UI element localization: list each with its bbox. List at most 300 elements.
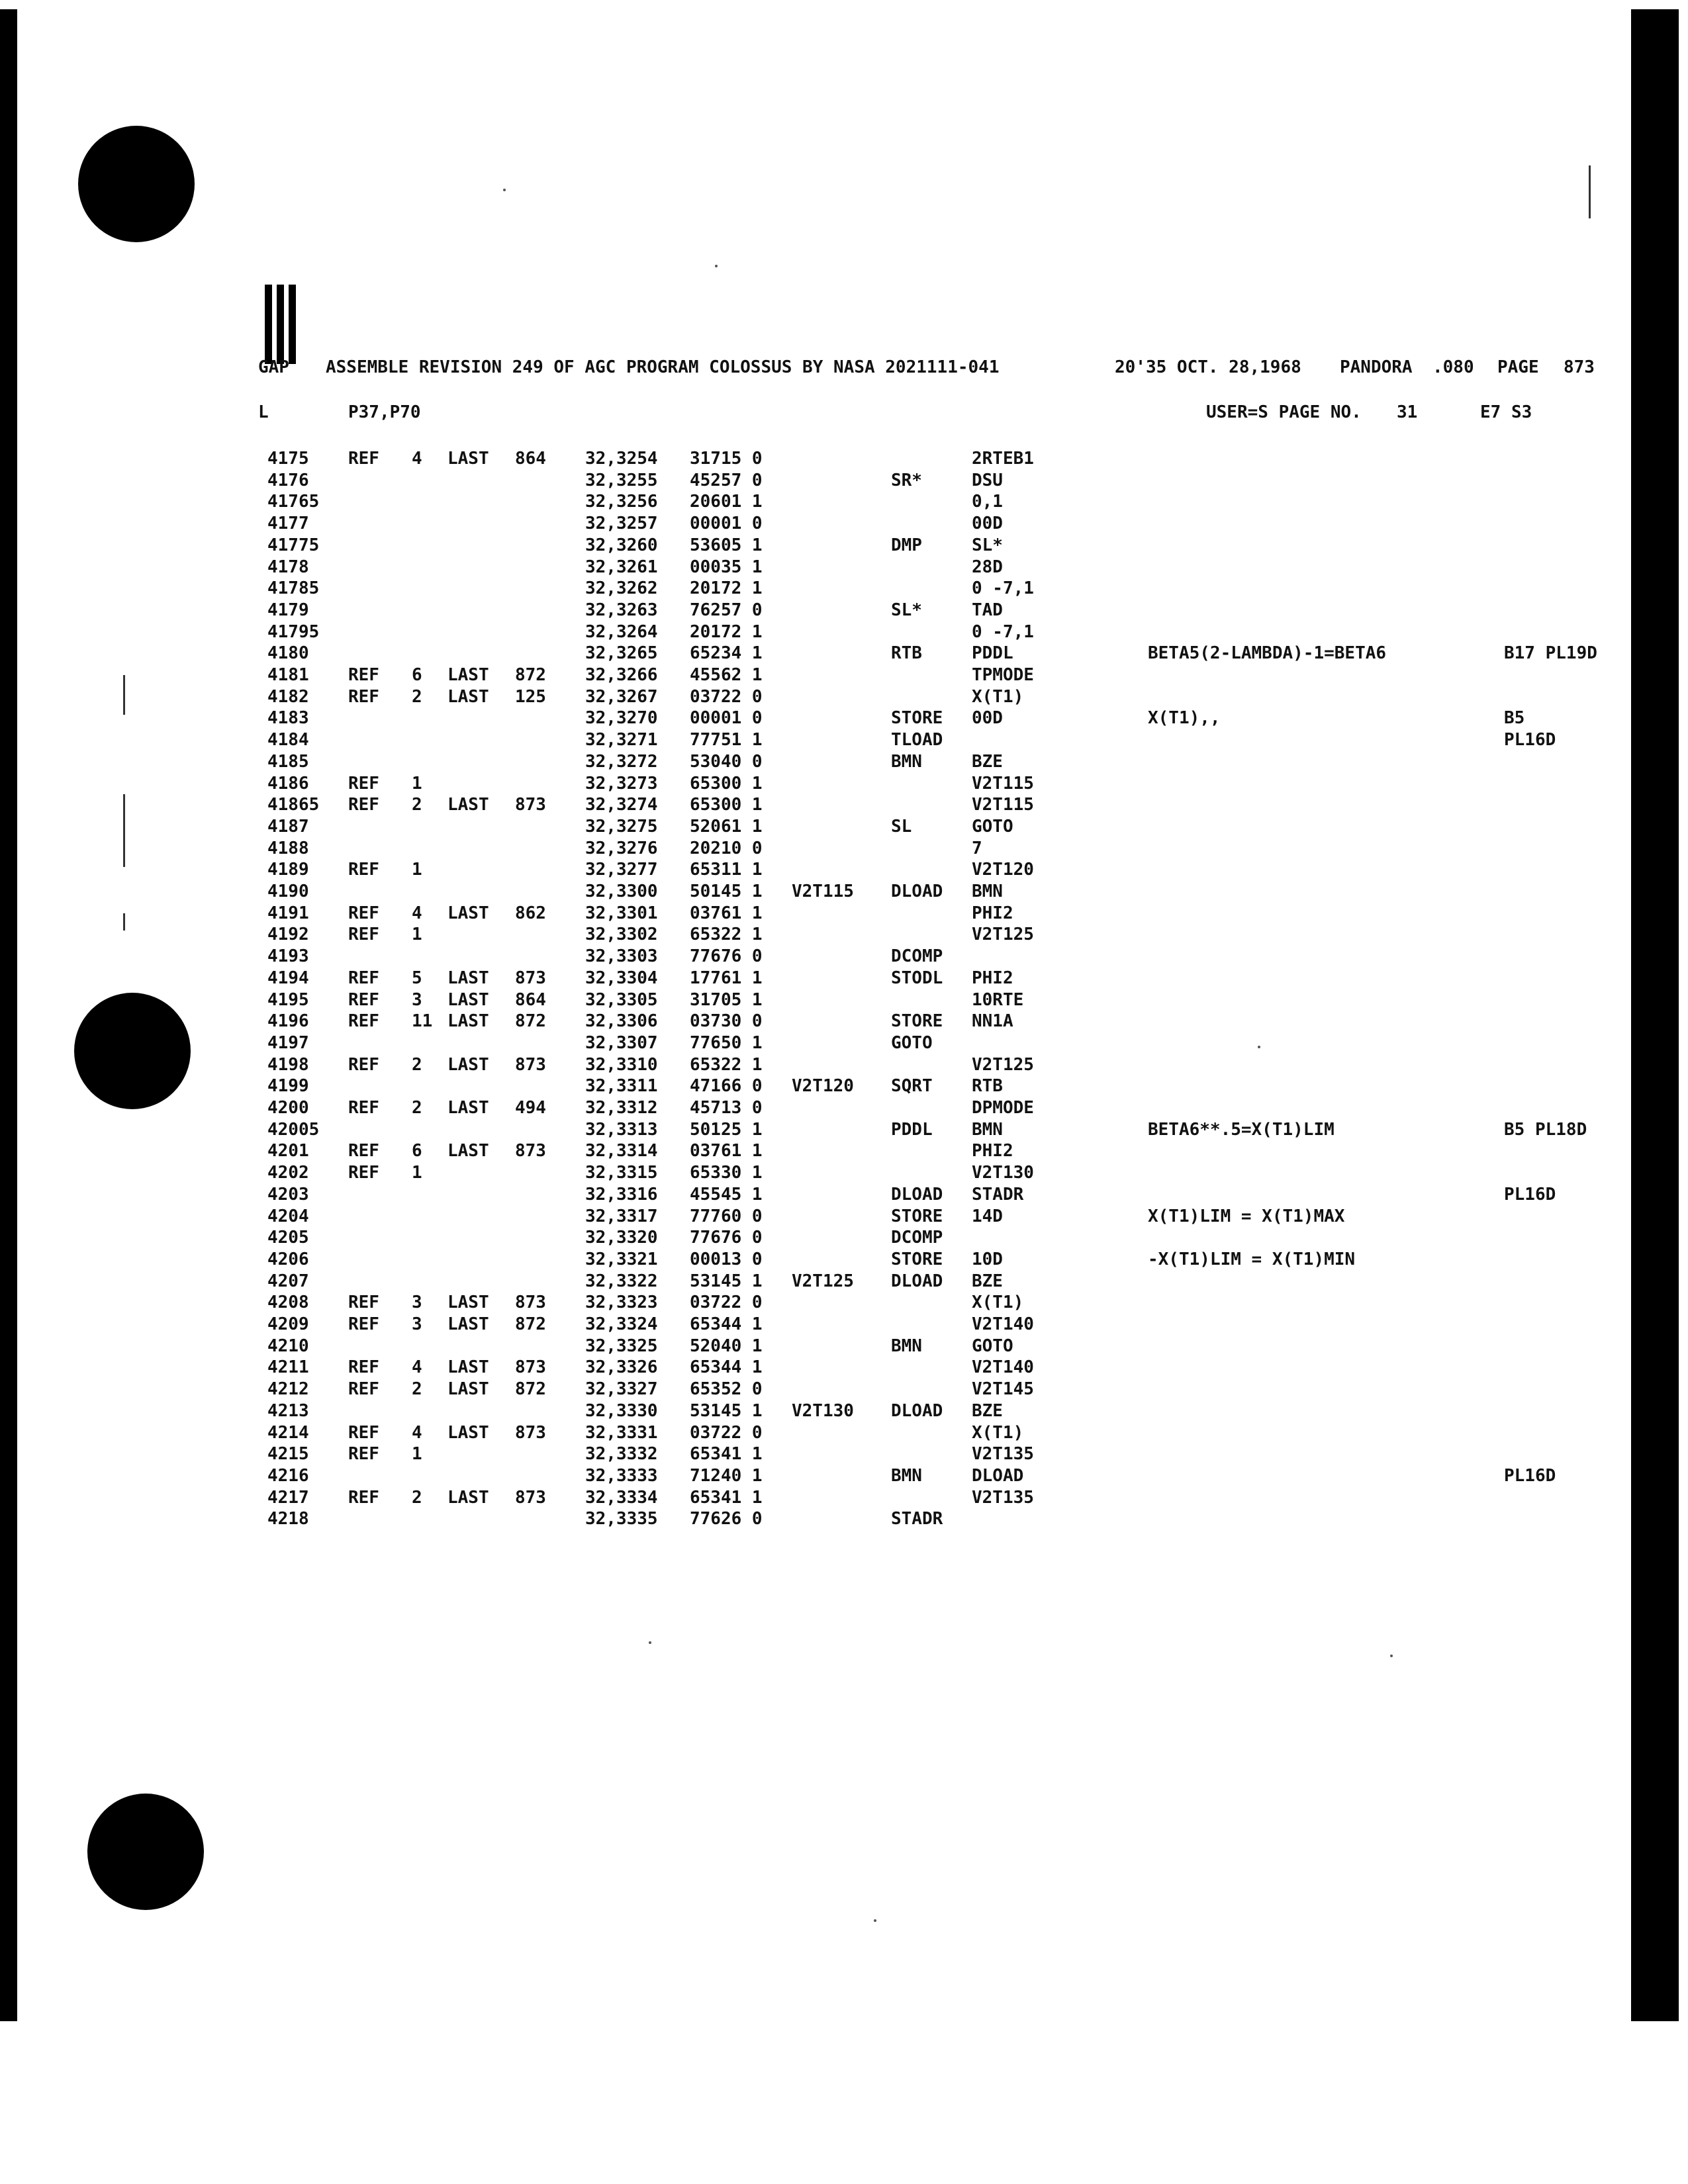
- row-opcode: STADR: [891, 1509, 943, 1529]
- row-operand: DSU: [972, 470, 1003, 490]
- row-ref: REF: [348, 449, 379, 469]
- row-ref: REF: [348, 773, 379, 794]
- row-word: 03722 0: [690, 1293, 763, 1313]
- row-opcode: GOTO: [891, 1032, 933, 1053]
- row-opcode: BMN: [891, 1465, 922, 1486]
- row-word: 77626 0: [690, 1509, 763, 1529]
- row-word: 53605 1: [690, 535, 763, 555]
- row-ref: REF: [348, 903, 379, 923]
- row-address: 32,3273: [585, 773, 658, 794]
- row-comment: BETA5(2-LAMBDA)-1=BETA6: [1148, 643, 1387, 664]
- row-comment: X(T1),,: [1148, 708, 1221, 729]
- row-ref-count: 3: [412, 989, 422, 1010]
- row-last-page: 494: [515, 1098, 546, 1118]
- printer-mark: [277, 285, 284, 364]
- row-seq: 4218: [267, 1509, 309, 1529]
- row-address: 32,3334: [585, 1487, 658, 1508]
- row-word: 03722 0: [690, 1422, 763, 1443]
- row-ref: REF: [348, 1444, 379, 1465]
- row-opcode: DLOAD: [891, 882, 943, 901]
- row-ref: REF: [348, 1487, 379, 1508]
- row-ref: REF: [348, 1054, 379, 1075]
- row-operand: 10RTE: [972, 989, 1024, 1010]
- row-label: V2T120: [792, 1076, 854, 1097]
- row-word: 65344 1: [690, 1357, 763, 1378]
- row-operand: V2T140: [972, 1314, 1034, 1334]
- row-operand: V2T140: [972, 1357, 1034, 1378]
- row-address: 32,3313: [585, 1119, 658, 1140]
- row-address: 32,3262: [585, 578, 658, 599]
- row-seq: 4213: [267, 1400, 309, 1421]
- row-opcode: STORE: [891, 1206, 943, 1226]
- row-address: 32,3261: [585, 557, 658, 577]
- row-seq: 4193: [267, 946, 309, 967]
- row-seq: 4217: [267, 1487, 309, 1508]
- row-note: B5 PL18D: [1504, 1119, 1587, 1140]
- row-address: 32,3301: [585, 903, 658, 923]
- row-word: 47166 0: [690, 1076, 763, 1097]
- row-ref: REF: [348, 925, 379, 945]
- scan-speck: [649, 1641, 651, 1644]
- row-word: 03761 1: [690, 903, 763, 923]
- row-operand: TPMODE: [972, 665, 1034, 685]
- row-ref: REF: [348, 1357, 379, 1378]
- row-ref: REF: [348, 665, 379, 685]
- row-seq: 4202: [267, 1163, 309, 1183]
- row-word: 77676 0: [690, 946, 763, 967]
- row-word: 45562 1: [690, 665, 763, 685]
- row-address: 32,3257: [585, 514, 658, 534]
- scan-speck: [715, 265, 718, 267]
- row-note: PL16D: [1504, 1184, 1556, 1205]
- row-last: LAST: [447, 1487, 489, 1508]
- row-operand: STADR: [972, 1184, 1024, 1205]
- row-opcode: PDDL: [891, 1119, 933, 1140]
- row-seq: 4211: [267, 1357, 309, 1378]
- row-word: 00035 1: [690, 557, 763, 577]
- row-last: LAST: [447, 686, 489, 707]
- row-address: 32,3255: [585, 470, 658, 490]
- row-last: LAST: [447, 1314, 489, 1334]
- row-operand: BMN: [972, 1119, 1003, 1140]
- row-opcode: SR*: [891, 470, 922, 490]
- row-last: LAST: [447, 1422, 489, 1443]
- row-last: LAST: [447, 1011, 489, 1032]
- row-ref-count: 4: [412, 1357, 422, 1378]
- subheader-user-page: USER=S PAGE NO.: [1206, 402, 1362, 422]
- punch-hole-top: [78, 126, 195, 242]
- row-address: 32,3316: [585, 1184, 658, 1205]
- row-seq: 4203: [267, 1184, 309, 1205]
- row-ref: REF: [348, 1141, 379, 1161]
- row-seq: 4181: [267, 665, 309, 685]
- row-word: 17761 1: [690, 968, 763, 988]
- row-seq: 4192: [267, 925, 309, 945]
- row-seq: 41865: [267, 795, 320, 815]
- row-address: 32,3264: [585, 621, 658, 642]
- row-comment: BETA6**.5=X(T1)LIM: [1148, 1119, 1335, 1140]
- row-ref-count: 2: [412, 795, 422, 815]
- row-ref: REF: [348, 968, 379, 988]
- row-seq: 4204: [267, 1206, 309, 1226]
- row-seq: 4207: [267, 1271, 309, 1291]
- row-address: 32,3330: [585, 1400, 658, 1421]
- row-last: LAST: [447, 1098, 489, 1118]
- row-operand: BZE: [972, 751, 1003, 772]
- row-opcode: SQRT: [891, 1076, 933, 1097]
- row-word: 31715 0: [690, 449, 763, 469]
- row-ref-count: 1: [412, 925, 422, 945]
- row-last-page: 125: [515, 686, 546, 707]
- row-address: 32,3266: [585, 665, 658, 685]
- row-ref: REF: [348, 989, 379, 1010]
- row-last: LAST: [447, 1379, 489, 1400]
- row-operand: V2T130: [972, 1163, 1034, 1183]
- row-operand: PHI2: [972, 903, 1013, 923]
- row-seq: 4215: [267, 1444, 309, 1465]
- row-seq: 41785: [267, 578, 320, 599]
- row-word: 45257 0: [690, 470, 763, 490]
- row-note: PL16D: [1504, 730, 1556, 751]
- row-operand: GOTO: [972, 816, 1013, 837]
- row-ref-count: 4: [412, 1422, 422, 1443]
- row-opcode: DMP: [891, 535, 922, 555]
- row-note: B17 PL19D: [1504, 643, 1597, 664]
- row-seq: 4189: [267, 860, 309, 880]
- row-word: 20601 1: [690, 492, 763, 512]
- row-word: 77676 0: [690, 1228, 763, 1248]
- row-operand: X(T1): [972, 1293, 1024, 1313]
- row-ref-count: 5: [412, 968, 422, 988]
- row-seq: 4185: [267, 751, 309, 772]
- header-title: ASSEMBLE REVISION 249 OF AGC PROGRAM COLOSSUS BY NASA 2021111-041: [326, 357, 1000, 377]
- margin-mark: [1589, 165, 1591, 218]
- row-seq: 4214: [267, 1422, 309, 1443]
- row-word: 65300 1: [690, 773, 763, 794]
- row-opcode: BMN: [891, 751, 922, 772]
- row-comment: X(T1)LIM = X(T1)MAX: [1148, 1206, 1345, 1226]
- row-last-page: 872: [515, 665, 546, 685]
- subheader-section: P37,P70: [348, 402, 421, 422]
- row-last-page: 864: [515, 989, 546, 1010]
- row-note: B5: [1504, 708, 1525, 729]
- row-seq: 4206: [267, 1249, 309, 1269]
- row-ref-count: 4: [412, 449, 422, 469]
- row-ref-count: 1: [412, 1163, 422, 1183]
- row-opcode: BMN: [891, 1336, 922, 1356]
- row-last: LAST: [447, 903, 489, 923]
- row-seq: 4210: [267, 1336, 309, 1356]
- row-address: 32,3322: [585, 1271, 658, 1291]
- row-word: 00001 0: [690, 708, 763, 729]
- row-ref-count: 3: [412, 1314, 422, 1334]
- row-last-page: 862: [515, 903, 546, 923]
- row-address: 32,3326: [585, 1357, 658, 1378]
- margin-mark: [123, 675, 125, 715]
- row-seq: 4197: [267, 1032, 309, 1053]
- row-operand: BZE: [972, 1271, 1003, 1291]
- scan-speck: [503, 189, 506, 191]
- row-operand: NN1A: [972, 1011, 1013, 1032]
- row-word: 45545 1: [690, 1184, 763, 1205]
- row-last: LAST: [447, 1141, 489, 1161]
- row-word: 50125 1: [690, 1119, 763, 1140]
- row-last: LAST: [447, 665, 489, 685]
- row-label: V2T115: [792, 882, 854, 901]
- row-seq: 4191: [267, 903, 309, 923]
- row-word: 03722 0: [690, 686, 763, 707]
- row-ref-count: 11: [412, 1011, 433, 1032]
- row-opcode: SL: [891, 816, 912, 837]
- row-address: 32,3265: [585, 643, 658, 664]
- row-address: 32,3302: [585, 925, 658, 945]
- row-opcode: TLOAD: [891, 730, 943, 751]
- row-ref-count: 2: [412, 1098, 422, 1118]
- row-address: 32,3270: [585, 708, 658, 729]
- row-opcode: SL*: [891, 600, 922, 620]
- row-address: 32,3307: [585, 1032, 658, 1053]
- row-last: LAST: [447, 795, 489, 815]
- row-operand: V2T115: [972, 773, 1034, 794]
- row-last: LAST: [447, 989, 489, 1010]
- row-address: 32,3263: [585, 600, 658, 620]
- row-seq: 4209: [267, 1314, 309, 1334]
- row-operand: BMN: [972, 882, 1003, 901]
- row-address: 32,3254: [585, 449, 658, 469]
- scan-border-right: [1631, 9, 1679, 2021]
- row-operand: DPMODE: [972, 1098, 1034, 1118]
- row-address: 32,3311: [585, 1076, 658, 1097]
- row-word: 65341 1: [690, 1487, 763, 1508]
- printer-mark: [289, 285, 296, 364]
- row-last: LAST: [447, 1054, 489, 1075]
- row-opcode: DCOMP: [891, 1228, 943, 1248]
- row-ref: REF: [348, 795, 379, 815]
- row-operand: 00D: [972, 708, 1003, 729]
- row-operand: PHI2: [972, 968, 1013, 988]
- row-ref: REF: [348, 1314, 379, 1334]
- row-last-page: 873: [515, 968, 546, 988]
- row-address: 32,3274: [585, 795, 658, 815]
- row-operand: PHI2: [972, 1141, 1013, 1161]
- row-seq: 4190: [267, 882, 309, 901]
- row-seq: 4195: [267, 989, 309, 1010]
- row-address: 32,3312: [585, 1098, 658, 1118]
- header-pandora-num: .080: [1432, 357, 1474, 377]
- row-last: LAST: [447, 1357, 489, 1378]
- row-seq: 4180: [267, 643, 309, 664]
- row-operand: V2T125: [972, 1054, 1034, 1075]
- row-operand: DLOAD: [972, 1465, 1024, 1486]
- row-operand: 2RTEB1: [972, 449, 1034, 469]
- row-word: 53040 0: [690, 751, 763, 772]
- row-word: 31705 1: [690, 989, 763, 1010]
- row-word: 00001 0: [690, 514, 763, 534]
- row-operand: V2T135: [972, 1444, 1034, 1465]
- row-operand: V2T125: [972, 925, 1034, 945]
- subheader-ident: E7 S3: [1480, 402, 1532, 422]
- row-word: 65344 1: [690, 1314, 763, 1334]
- row-seq: 4199: [267, 1076, 309, 1097]
- punch-hole-middle: [74, 993, 191, 1109]
- row-address: 32,3272: [585, 751, 658, 772]
- row-address: 32,3276: [585, 838, 658, 858]
- row-operand: PDDL: [972, 643, 1013, 664]
- scan-border-left: [0, 9, 17, 2021]
- row-address: 32,3320: [585, 1228, 658, 1248]
- row-seq: 4175: [267, 449, 309, 469]
- row-last-page: 872: [515, 1379, 546, 1400]
- row-last-page: 864: [515, 449, 546, 469]
- row-seq: 4179: [267, 600, 309, 620]
- row-seq: 4182: [267, 686, 309, 707]
- row-operand: 0 -7,1: [972, 578, 1034, 599]
- row-ref: REF: [348, 1422, 379, 1443]
- row-label: V2T125: [792, 1271, 854, 1291]
- row-address: 32,3275: [585, 816, 658, 837]
- subheader-left-marker: L: [258, 402, 269, 422]
- row-address: 32,3317: [585, 1206, 658, 1226]
- row-ref-count: 2: [412, 686, 422, 707]
- row-seq: 4198: [267, 1054, 309, 1075]
- row-last-page: 873: [515, 795, 546, 815]
- subheader-user-page-num: 31: [1397, 402, 1418, 422]
- row-address: 32,3335: [585, 1509, 658, 1529]
- row-address: 32,3304: [585, 968, 658, 988]
- row-ref: REF: [348, 1379, 379, 1400]
- header-timestamp: 20'35 OCT. 28,1968: [1115, 357, 1301, 377]
- scan-speck: [1258, 1046, 1260, 1048]
- row-address: 32,3306: [585, 1011, 658, 1032]
- row-seq: 41795: [267, 621, 320, 642]
- row-seq: 4178: [267, 557, 309, 577]
- row-address: 32,3277: [585, 860, 658, 880]
- row-address: 32,3331: [585, 1422, 658, 1443]
- row-address: 32,3303: [585, 946, 658, 967]
- row-address: 32,3305: [585, 989, 658, 1010]
- row-address: 32,3314: [585, 1141, 658, 1161]
- row-ref-count: 2: [412, 1487, 422, 1508]
- row-last-page: 873: [515, 1487, 546, 1508]
- row-last-page: 873: [515, 1293, 546, 1313]
- row-word: 65322 1: [690, 1054, 763, 1075]
- row-word: 20210 0: [690, 838, 763, 858]
- row-ref-count: 2: [412, 1379, 422, 1400]
- row-address: 32,3271: [585, 730, 658, 751]
- header-page-num: 873: [1564, 357, 1595, 377]
- header-page-label: PAGE: [1497, 357, 1539, 377]
- row-ref: REF: [348, 1163, 379, 1183]
- row-ref-count: 2: [412, 1054, 422, 1075]
- row-word: 52061 1: [690, 816, 763, 837]
- row-seq: 4176: [267, 470, 309, 490]
- row-ref-count: 3: [412, 1293, 422, 1313]
- row-operand: TAD: [972, 600, 1003, 620]
- row-opcode: STORE: [891, 1011, 943, 1032]
- row-word: 03761 1: [690, 1141, 763, 1161]
- row-operand: 0,1: [972, 492, 1003, 512]
- row-last-page: 873: [515, 1422, 546, 1443]
- row-word: 00013 0: [690, 1249, 763, 1269]
- row-opcode: DCOMP: [891, 946, 943, 967]
- row-word: 71240 1: [690, 1465, 763, 1486]
- row-word: 76257 0: [690, 600, 763, 620]
- row-address: 32,3321: [585, 1249, 658, 1269]
- row-note: PL16D: [1504, 1465, 1556, 1486]
- row-seq: 4208: [267, 1293, 309, 1313]
- row-word: 65330 1: [690, 1163, 763, 1183]
- row-address: 32,3325: [585, 1336, 658, 1356]
- row-operand: RTB: [972, 1076, 1003, 1097]
- row-address: 32,3260: [585, 535, 658, 555]
- row-seq: 4188: [267, 838, 309, 858]
- row-last: LAST: [447, 968, 489, 988]
- header-prefix: GAP: [258, 357, 289, 377]
- row-operand: X(T1): [972, 686, 1024, 707]
- row-last-page: 872: [515, 1314, 546, 1334]
- row-opcode: RTB: [891, 643, 922, 664]
- row-word: 77760 0: [690, 1206, 763, 1226]
- row-operand: 28D: [972, 557, 1003, 577]
- row-comment: -X(T1)LIM = X(T1)MIN: [1148, 1249, 1356, 1269]
- row-opcode: STORE: [891, 1249, 943, 1269]
- row-ref: REF: [348, 1098, 379, 1118]
- row-word: 77650 1: [690, 1032, 763, 1053]
- row-word: 65341 1: [690, 1444, 763, 1465]
- row-word: 65300 1: [690, 795, 763, 815]
- row-seq: 4196: [267, 1011, 309, 1032]
- row-seq: 4184: [267, 730, 309, 751]
- row-ref: REF: [348, 1293, 379, 1313]
- row-operand: 7: [972, 838, 982, 858]
- row-ref-count: 1: [412, 860, 422, 880]
- row-word: 03730 0: [690, 1011, 763, 1032]
- row-operand: 14D: [972, 1206, 1003, 1226]
- row-ref-count: 4: [412, 903, 422, 923]
- row-word: 65311 1: [690, 860, 763, 880]
- row-word: 20172 1: [690, 578, 763, 599]
- row-last: LAST: [447, 449, 489, 469]
- row-operand: 10D: [972, 1249, 1003, 1269]
- row-address: 32,3310: [585, 1054, 658, 1075]
- punch-hole-bottom: [87, 1794, 204, 1910]
- row-operand: GOTO: [972, 1336, 1013, 1356]
- row-operand: 0 -7,1: [972, 621, 1034, 642]
- row-seq: 41765: [267, 492, 320, 512]
- row-word: 20172 1: [690, 621, 763, 642]
- scan-speck: [874, 1919, 876, 1922]
- row-seq: 4186: [267, 773, 309, 794]
- row-word: 53145 1: [690, 1400, 763, 1421]
- row-seq: 4194: [267, 968, 309, 988]
- row-ref-count: 6: [412, 1141, 422, 1161]
- scan-speck: [1390, 1655, 1393, 1657]
- row-seq: 4216: [267, 1465, 309, 1486]
- row-address: 32,3332: [585, 1444, 658, 1465]
- row-word: 65234 1: [690, 643, 763, 664]
- row-operand: 00D: [972, 514, 1003, 534]
- row-operand: X(T1): [972, 1422, 1024, 1443]
- header-pandora: PANDORA: [1340, 357, 1413, 377]
- row-address: 32,3324: [585, 1314, 658, 1334]
- row-last-page: 872: [515, 1011, 546, 1032]
- row-word: 52040 1: [690, 1336, 763, 1356]
- row-ref: REF: [348, 860, 379, 880]
- row-opcode: STODL: [891, 968, 943, 988]
- row-seq: 4187: [267, 816, 309, 837]
- margin-mark: [123, 794, 125, 867]
- row-ref-count: 1: [412, 773, 422, 794]
